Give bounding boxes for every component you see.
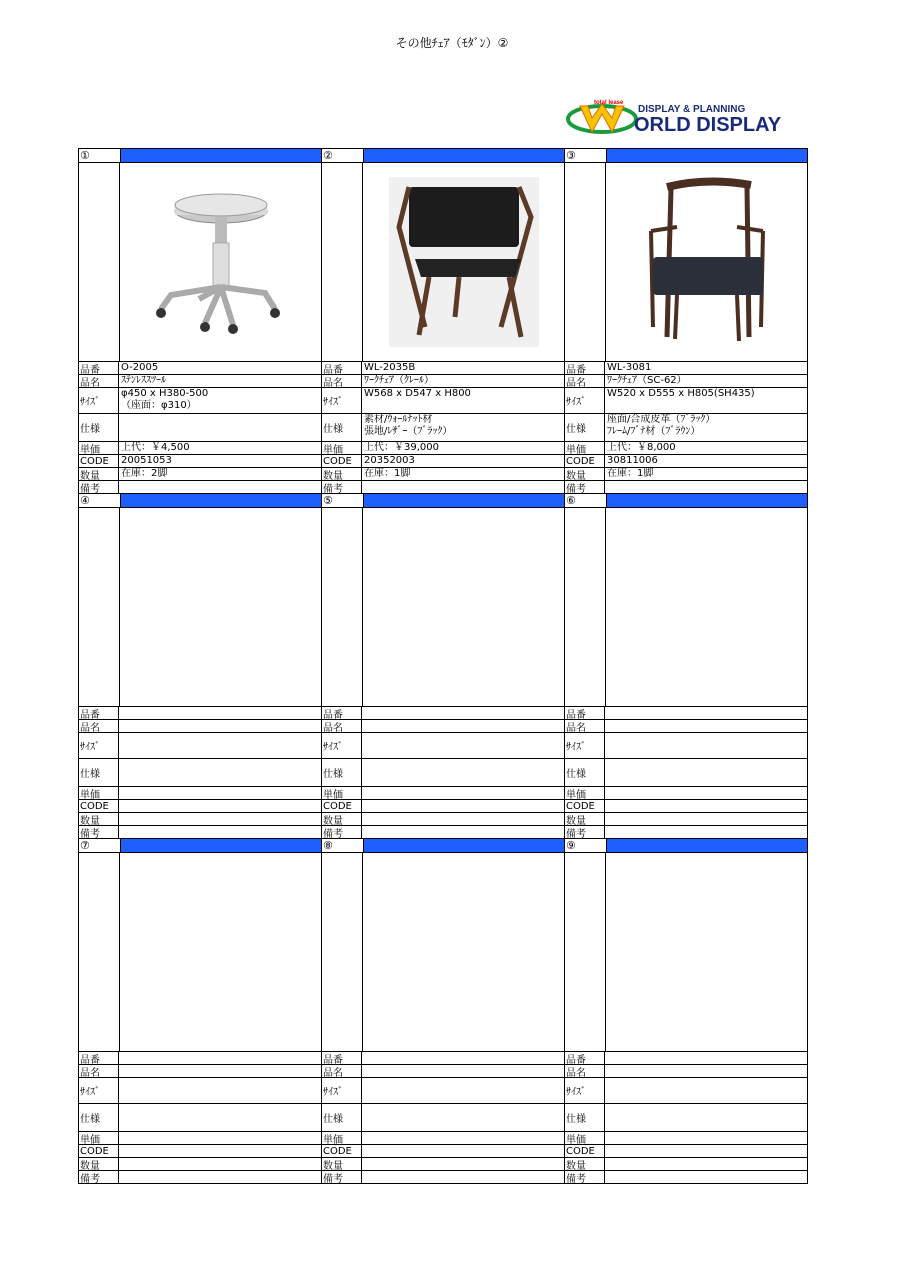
size-value: W568 x D547 x H800 (364, 388, 471, 399)
item-number: ④ (79, 494, 121, 507)
blue-header-bar (121, 494, 321, 507)
hinmei-value: ﾜｰｸﾁｪｱ（ｸﾚｰﾙ） (364, 375, 434, 386)
item-number: ⑤ (322, 494, 364, 507)
blue-header-bar (364, 839, 564, 852)
item-panel-2: ② 品番 WL-2035B 品名 ﾜｰｸﾁｪｱ（ｸﾚｰﾙ） ｻｲｽﾞ W568 x D547 x H800 仕様 素材/ｳｫｰﾙﾅｯﾄ材 張地/ﾚｻﾞｰ（ﾌﾞﾗｯｸ） 単価 上代：￥39,000 CODE 20352003 数量 在庫：1脚 備考 (321, 149, 564, 493)
shiyou-value (119, 414, 321, 441)
catalog-row-1 (78, 148, 808, 493)
code-value: 30811006 (607, 455, 658, 466)
stool-image (120, 163, 321, 361)
blue-header-bar (121, 839, 321, 852)
tanka-value: 上代：￥4,500 (121, 442, 190, 453)
code-value: 20352003 (364, 455, 415, 466)
blue-header-bar (607, 149, 807, 162)
svg-text:total lease: total lease (594, 100, 624, 106)
item-number: ⑦ (79, 839, 121, 852)
size-value: W520 x D555 x H805(SH435) (607, 388, 755, 399)
size-value: φ450 x H380-500 （座面：φ310） (121, 388, 209, 411)
item-number: ③ (565, 149, 607, 162)
item-number: ⑨ (565, 839, 607, 852)
hinban-value: WL-2035B (364, 362, 416, 373)
bikou-value (362, 481, 564, 493)
armchair-image (606, 163, 807, 361)
walnut-chair-image (363, 163, 564, 361)
empty-image-area (363, 853, 564, 1051)
svg-text:ORLD DISPLAY: ORLD DISPLAY (634, 114, 782, 136)
hinban-value: O-2005 (121, 362, 159, 373)
item-panel-4: ④ 品番 品名 ｻｲｽﾞ 仕様 単価 CODE 数量 備考 (78, 494, 321, 838)
shiyou-value: 素材/ｳｫｰﾙﾅｯﾄ材 張地/ﾚｻﾞｰ（ﾌﾞﾗｯｸ） (364, 414, 453, 437)
tanka-value: 上代：￥8,000 (607, 442, 676, 453)
item-number: ⑥ (565, 494, 607, 507)
blue-header-bar (607, 494, 807, 507)
item-panel-1: ① 品番 O-2005 品名 ｽﾃﾝﾚｽｽﾂｰﾙ ｻｲｽﾞ φ450 x H380-500 （座面：φ310） 仕様 単価 上代：￥4,500 CODE 20051053 数量 在庫：2脚 備考 (78, 149, 321, 493)
empty-image-area (606, 508, 807, 706)
blue-header-bar (364, 149, 564, 162)
hinmei-value: ﾜｰｸﾁｪｱ（SC-62） (607, 375, 687, 386)
catalog-row-2 (78, 493, 808, 838)
blue-header-bar (121, 149, 321, 162)
empty-image-area (606, 853, 807, 1051)
world-display-logo (566, 98, 806, 138)
svg-text:DISPLAY & PLANNING: DISPLAY & PLANNING (638, 104, 746, 115)
bikou-value (119, 481, 321, 493)
tanka-value: 上代：￥39,000 (364, 442, 439, 453)
code-value: 20051053 (121, 455, 172, 466)
blue-header-bar (364, 494, 564, 507)
hinban-value: WL-3081 (607, 362, 652, 373)
item-panel-3: ③ 品番 WL-3081 品名 ﾜｰｸﾁｪｱ（SC-62） ｻｲｽﾞ W520 x D555 x H805(SH435) 仕様 座面/合成皮革（ﾌﾞﾗｯｸ） ﾌﾚｰﾑ/ﾌﾞﾅ材（ﾌﾞﾗｳﾝ） 単価 上代：￥8,000 CODE 30811006 数量 在庫：1脚 備考 (564, 149, 808, 493)
page-title: その他ﾁｪｱ（ﾓﾀﾞﾝ）② (395, 36, 509, 50)
suuryou-value: 在庫：1脚 (607, 468, 654, 479)
catalog-grid (78, 148, 808, 1184)
blue-header-bar (607, 839, 807, 852)
empty-image-area (120, 508, 321, 706)
item-panel-9: ⑨ 品番 品名 ｻｲｽﾞ 仕様 単価 CODE 数量 備考 (564, 839, 808, 1183)
suuryou-value: 在庫：1脚 (364, 468, 411, 479)
item-panel-6: ⑥ 品番 品名 ｻｲｽﾞ 仕様 単価 CODE 数量 備考 (564, 494, 808, 838)
item-panel-8: ⑧ 品番 品名 ｻｲｽﾞ 仕様 単価 CODE 数量 備考 (321, 839, 564, 1183)
item-panel-5: ⑤ 品番 品名 ｻｲｽﾞ 仕様 単価 CODE 数量 備考 (321, 494, 564, 838)
empty-image-area (363, 508, 564, 706)
empty-image-area (120, 853, 321, 1051)
bikou-value (605, 481, 807, 493)
shiyou-value: 座面/合成皮革（ﾌﾞﾗｯｸ） ﾌﾚｰﾑ/ﾌﾞﾅ材（ﾌﾞﾗｳﾝ） (607, 414, 716, 437)
suuryou-value: 在庫：2脚 (121, 468, 168, 479)
item-number: ② (322, 149, 364, 162)
item-number: ① (79, 149, 121, 162)
hinmei-value: ｽﾃﾝﾚｽｽﾂｰﾙ (121, 375, 166, 386)
item-panel-7: ⑦ 品番 品名 ｻｲｽﾞ 仕様 単価 CODE 数量 備考 (78, 839, 321, 1183)
item-number: ⑧ (322, 839, 364, 852)
catalog-row-3 (78, 838, 808, 1184)
